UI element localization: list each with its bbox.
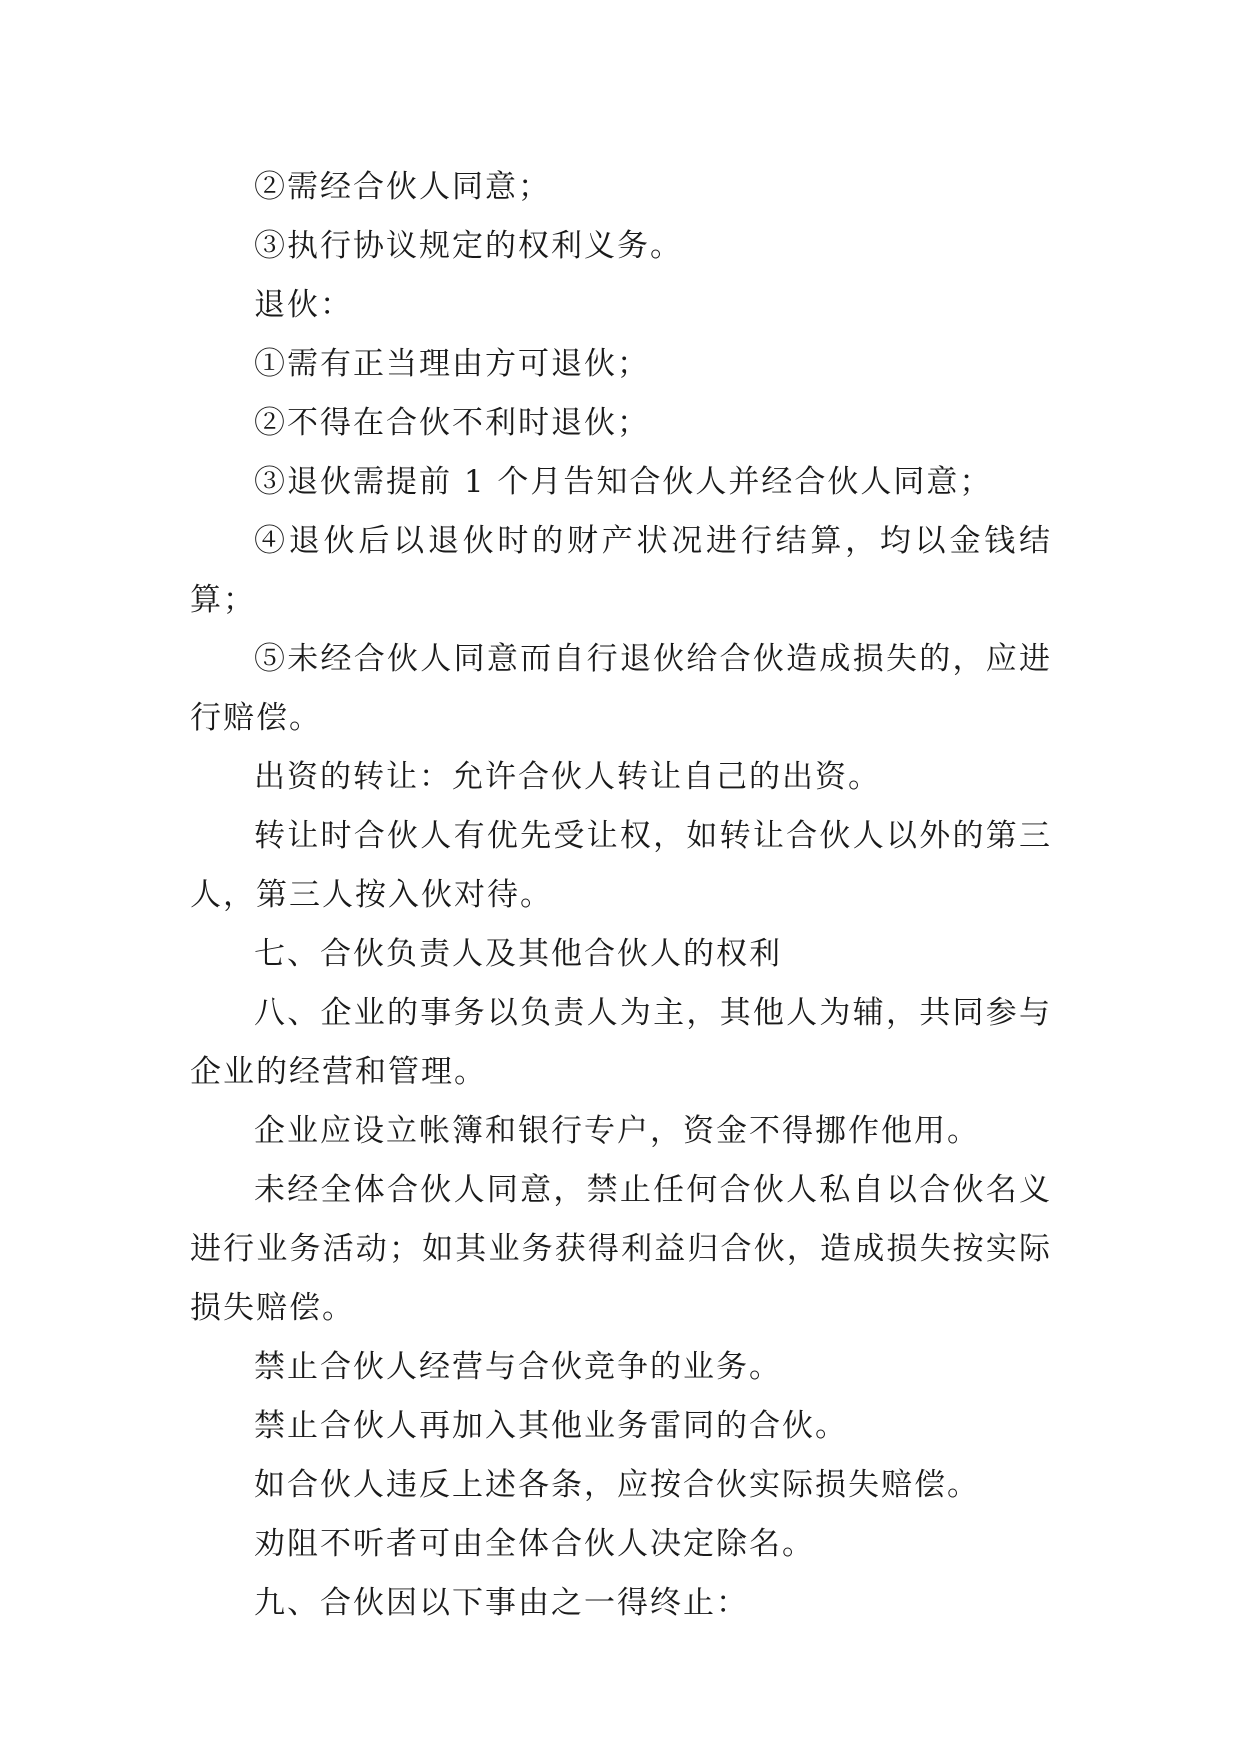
paragraph: 如合伙人违反上述各条，应按合伙实际损失赔偿。 xyxy=(254,1467,980,1503)
paragraph: ①需有正当理由方可退伙； xyxy=(254,346,650,382)
section-heading: 九、合伙因以下事由之一得终止： xyxy=(254,1585,749,1621)
paragraph: 禁止合伙人经营与合伙竞争的业务。 xyxy=(254,1349,782,1385)
paragraph: ⑤未经合伙人同意而自行退伙给合伙造成损失的，应进行赔偿。 xyxy=(190,641,1052,736)
paragraph: 劝阻不听者可由全体合伙人决定除名。 xyxy=(254,1526,815,1562)
paragraph: 未经全体合伙人同意，禁止任何合伙人私自以合伙名义进行业务活动；如其业务获得利益归合伙，造成损失按实际损失赔偿。 xyxy=(190,1172,1052,1326)
paragraph: 出资的转让：允许合伙人转让自己的出资。 xyxy=(254,759,881,795)
paragraph: 转让时合伙人有优先受让权，如转让合伙人以外的第三人，第三人按入伙对待。 xyxy=(190,818,1052,913)
section-heading: 七、合伙负责人及其他合伙人的权利 xyxy=(254,936,782,972)
paragraph: ③执行协议规定的权利义务。 xyxy=(254,228,683,264)
paragraph: ②需经合伙人同意； xyxy=(254,169,551,205)
paragraph: ②不得在合伙不利时退伙； xyxy=(254,405,650,441)
paragraph: 禁止合伙人再加入其他业务雷同的合伙。 xyxy=(254,1408,848,1444)
paragraph: ④退伙后以退伙时的财产状况进行结算，均以金钱结算； xyxy=(190,523,1052,618)
paragraph: 企业应设立帐簿和银行专户，资金不得挪作他用。 xyxy=(254,1113,980,1149)
paragraph: ③退伙需提前 1 个月告知合伙人并经合伙人同意； xyxy=(254,464,993,500)
section-heading: 八、企业的事务以负责人为主，其他人为辅，共同参与企业的经营和管理。 xyxy=(190,995,1052,1090)
paragraph: 退伙： xyxy=(254,287,353,323)
document-body xyxy=(190,158,1052,1633)
